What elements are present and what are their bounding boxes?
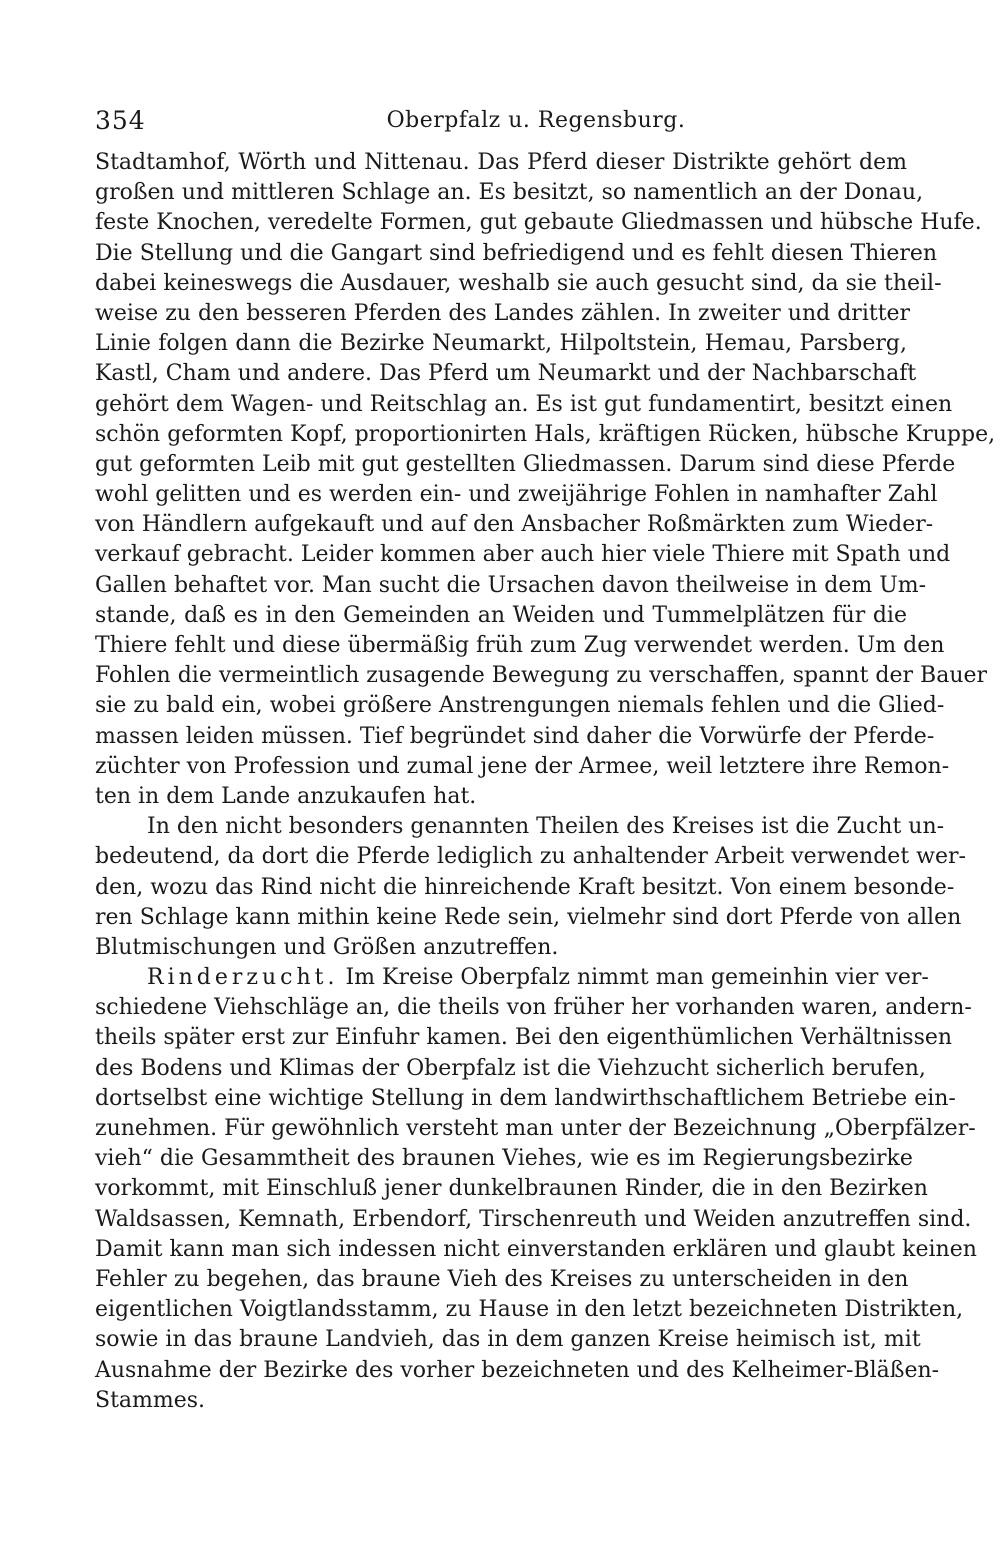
text-line: dabei keineswegs die Ausdauer, weshalb sie auch gesucht sind, da sie theil- <box>95 270 942 296</box>
text-line: gehört dem Wagen- und Reitschlag an. Es ist gut fundamentirt, besitzt einen <box>95 391 953 417</box>
page-header <box>95 100 907 148</box>
text-line: vorkommt, mit Einschluß jener dunkelbraunen Rinder, die in den Bezirken <box>95 1176 928 1202</box>
text-line: von Händlern aufgekauft und auf den Ansbacher Roßmärkten zum Wieder- <box>95 512 934 538</box>
text-line: zunehmen. Für gewöhnlich versteht man unter der Bezeichnung „Oberpfälzer- <box>95 1116 976 1141</box>
text-line: gut geformten Leib mit gut gestellten Gliedmassen. Darum sind diese Pferde <box>95 451 956 477</box>
paragraph-cattle-breeding <box>95 963 977 1416</box>
text-line: stande, daß es in den Gemeinden an Weiden und Tummelplätzen für die <box>95 602 907 628</box>
text-line: schön geformten Kopf, proportionirten Hals, kräftigen Rücken, hübsche Kruppe, <box>95 421 996 447</box>
text-line: verkauf gebracht. Leider kommen aber auch hier viele Thiere mit Spath und <box>95 542 951 568</box>
page-number: 354 <box>95 106 146 135</box>
text-line: Fehler zu begehen, das braune Vieh des Kreises zu unterscheiden in den <box>95 1266 909 1292</box>
text-line: eigentlichen Voigtlandsstamm, zu Hause in den letzt bezeichneten Distrikten, <box>95 1297 964 1323</box>
text-line: weise zu den besseren Pferden des Landes zählen. In zweiter und dritter <box>95 300 911 326</box>
text-line: feste Knochen, veredelte Formen, gut gebaute Gliedmassen und hübsche Hufe. <box>95 210 982 236</box>
text-line: Blutmischungen und Größen anzutreffen. <box>95 934 559 960</box>
page-body <box>95 148 996 1416</box>
text-line: Damit kann man sich indessen nicht einverstanden erklären und glaubt keinen <box>95 1236 977 1262</box>
text-line: ten in dem Lande anzukaufen hat. <box>95 783 477 809</box>
text-line: bedeutend, da dort die Pferde lediglich zu anhaltender Arbeit verwendet wer- <box>95 844 966 870</box>
text-line: ren Schlage kann mithin keine Rede sein, vielmehr sind dort Pferde von allen <box>95 904 962 930</box>
text-line: vieh“ die Gesammtheit des braunen Viehes, wie es im Regierungsbezirke <box>95 1146 913 1172</box>
paragraph-horse-breeding <box>95 148 996 812</box>
text-line <box>95 963 929 993</box>
text-line: großen und mittleren Schlage an. Es besitzt, so namentlich an der Donau, <box>95 180 924 206</box>
paragraph-other-districts <box>95 812 966 963</box>
text-line: In den nicht besonders genannten Theilen des Kreises ist die Zucht un- <box>147 814 945 840</box>
text-line-rest: Im Kreise Oberpfalz nimmt man gemeinhin vier ver- <box>345 965 929 991</box>
text-line: sowie in das braune Landvieh, das in dem ganzen Kreise heimisch ist, mit <box>95 1327 921 1353</box>
text-line: züchter von Profession und zumal jene der Armee, weil letztere ihre Remon- <box>95 753 950 779</box>
text-line: Die Stellung und die Gangart sind befriedigend und es fehlt diesen Thieren <box>95 240 938 266</box>
text-line: Linie folgen dann die Bezirke Neumarkt, Hilpoltstein, Hemau, Parsberg, <box>95 331 907 357</box>
text-line: Fohlen die vermeintlich zusagende Bewegung zu verschaffen, spannt der Bauer <box>95 663 988 689</box>
text-line: den, wozu das Rind nicht die hinreichende Kraft besitzt. Von einem besonde- <box>95 874 955 900</box>
text-line: theils später erst zur Einfuhr kamen. Bei den eigenthümlichen Verhältnissen <box>95 1025 953 1051</box>
text-line: Gallen behaftet vor. Man sucht die Ursachen davon theilweise in dem Um- <box>95 572 927 598</box>
text-line: dortselbst eine wichtige Stellung in dem landwirthschaftlichem Betriebe ein- <box>95 1085 956 1111</box>
section-heading: Rinderzucht. <box>147 965 339 991</box>
text-line: sie zu bald ein, wobei größere Anstrengungen niemals fehlen und die Glied- <box>95 693 945 719</box>
text-line: massen leiden müssen. Tief begründet sind daher die Vorwürfe der Pferde- <box>95 723 935 749</box>
text-line: Thiere fehlt und diese übermäßig früh zum Zug verwendet werden. Um den <box>95 633 945 658</box>
book-page <box>95 100 996 1416</box>
text-line: Waldsassen, Kemnath, Erbendorf, Tirschenreuth und Weiden anzutreffen sind. <box>95 1206 972 1232</box>
running-head: Oberpfalz u. Regensburg. <box>386 108 686 133</box>
text-line: Stadtamhof, Wörth und Nittenau. Das Pferd dieser Distrikte gehört dem <box>95 150 907 175</box>
text-line: Ausnahme der Bezirke des vorher bezeichneten und des Kelheimer-Bläßen- <box>95 1357 940 1383</box>
text-line: Stammes. <box>95 1387 206 1413</box>
text-line: des Bodens und Klimas der Oberpfalz ist die Viehzucht sicherlich berufen, <box>95 1055 926 1081</box>
text-line: schiedene Viehschläge an, die theils von früher her vorhanden waren, andern- <box>95 995 972 1021</box>
text-line: Kastl, Cham und andere. Das Pferd um Neumarkt und der Nachbarschaft <box>95 361 917 387</box>
text-line: wohl gelitten und es werden ein- und zweijährige Fohlen in namhafter Zahl <box>95 482 938 508</box>
